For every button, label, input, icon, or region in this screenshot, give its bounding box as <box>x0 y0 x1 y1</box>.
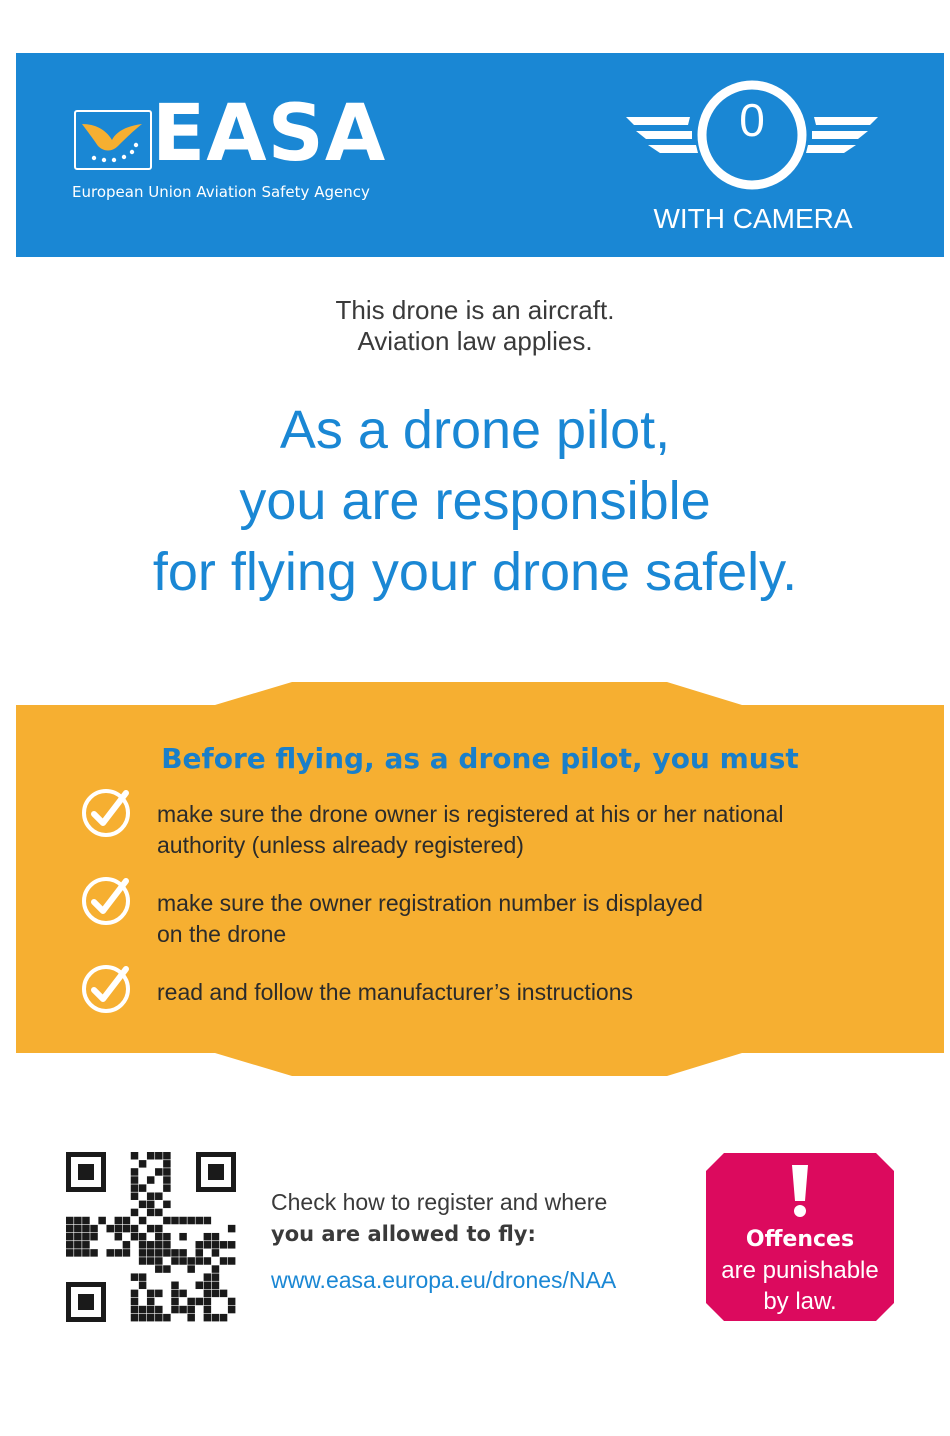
exclamation-icon <box>792 1165 808 1217</box>
headline <box>0 395 950 608</box>
class-number: 0 <box>739 94 765 146</box>
checkmark-circle-icon <box>80 963 132 1015</box>
checklist-item <box>157 799 917 861</box>
agency-name: European Union Aviation Safety Agency <box>72 183 370 201</box>
checklist-item-line: on the drone <box>157 921 287 947</box>
warning-line-3: by law. <box>763 1288 837 1315</box>
qr-code[interactable] <box>66 1152 236 1322</box>
checklist-item-line: make sure the drone owner is registered at his or her national <box>157 801 784 827</box>
checklist-item-line: make sure the owner registration number is displayed <box>157 890 703 916</box>
logo-text: EASA <box>152 89 387 179</box>
bird-logo-icon <box>74 110 152 170</box>
camera-label: WITH CAMERA <box>653 203 853 234</box>
checkmark-circle-icon <box>80 875 132 927</box>
checkmark-circle-icon <box>80 787 132 839</box>
warning-bold: Offences <box>745 1227 855 1252</box>
headline-line-2: you are responsible <box>239 471 711 531</box>
intro-line-2: Aviation law applies. <box>357 326 593 356</box>
intro-text <box>0 295 950 357</box>
checklist-item <box>157 977 917 1008</box>
headline-line-3: for flying your drone safely. <box>152 542 798 602</box>
register-line-1: Check how to register and where <box>271 1189 608 1215</box>
headline-line-1: As a drone pilot, <box>279 400 671 460</box>
register-line-2: you are allowed to fly: <box>271 1222 536 1246</box>
register-info <box>271 1186 607 1250</box>
checklist-item <box>157 888 917 950</box>
checklist-title: Before flying, as a drone pilot, you must <box>161 742 799 775</box>
intro-line-1: This drone is an aircraft. <box>335 295 615 325</box>
checklist-item-line: authority (unless already registered) <box>157 832 524 858</box>
naa-link[interactable]: www.easa.europa.eu/drones/NAA <box>271 1267 617 1293</box>
warning-line-2: are punishable <box>721 1257 879 1284</box>
checklist-item-line: read and follow the manufacturer’s instructions <box>157 979 634 1005</box>
header-band <box>16 53 944 257</box>
warning-text <box>706 1224 894 1317</box>
checklist-panel <box>0 680 950 1080</box>
